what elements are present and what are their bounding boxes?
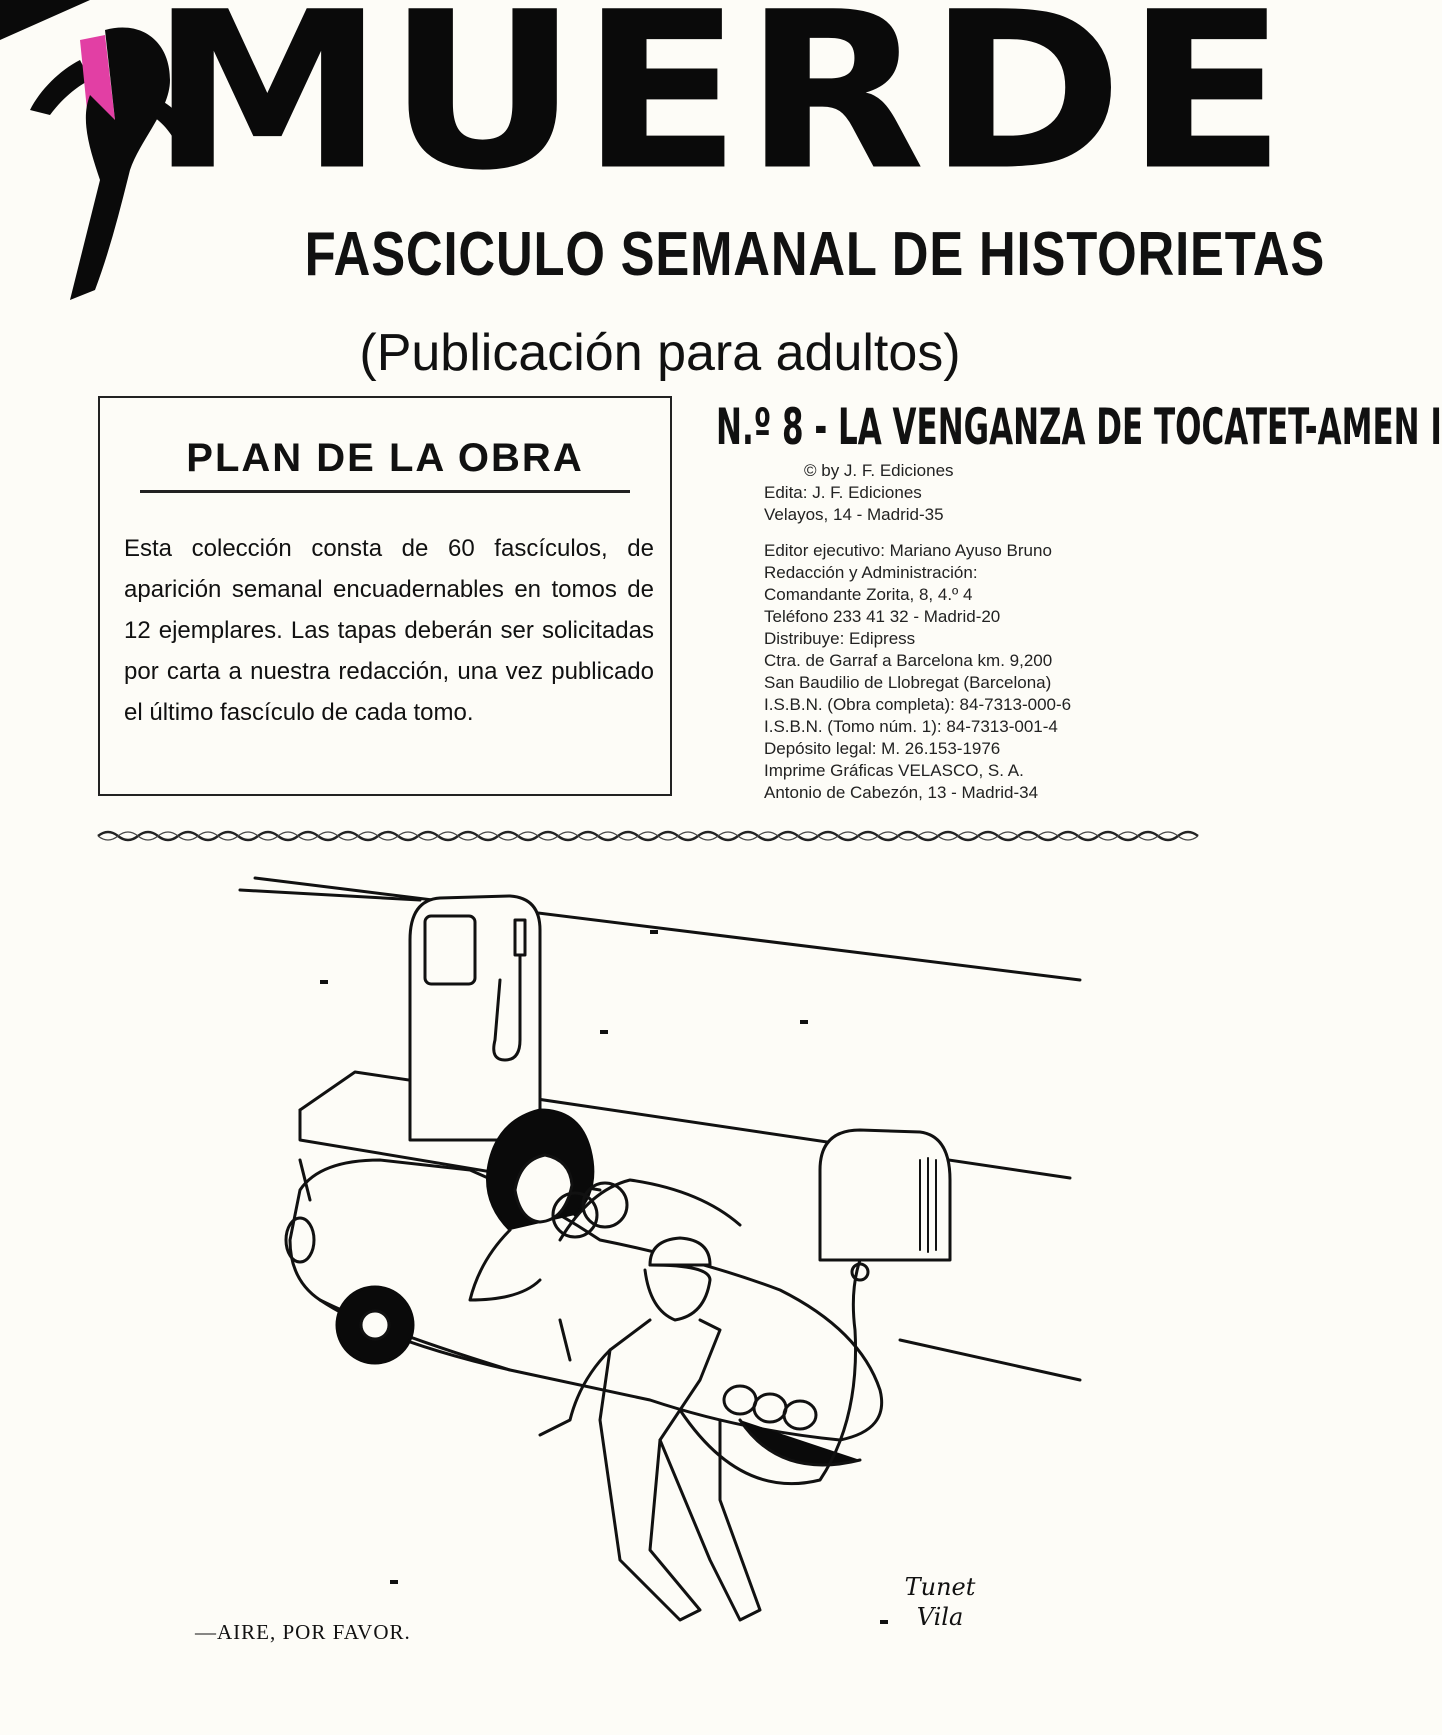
- edita-line: Edita: J. F. Ediciones: [764, 483, 922, 502]
- credit-line: Imprime Gráficas VELASCO, S. A.: [764, 761, 1024, 780]
- masthead-subtitle: FASCICULO SEMANAL DE HISTORIETAS: [304, 220, 1326, 289]
- credit-line: Teléfono 233 41 32 - Madrid-20: [764, 607, 1001, 626]
- issue-title: N.º 8 - LA VENGANZA DE TOCATET-AMEN I: [716, 398, 1442, 456]
- artist-signature: [880, 1572, 1000, 1642]
- credit-line: Depósito legal: M. 26.153-1976: [764, 739, 1001, 758]
- plan-box: [98, 396, 672, 796]
- ornamental-divider: [98, 828, 1198, 844]
- credit-line: I.S.B.N. (Tomo núm. 1): 84-7313-001-4: [764, 717, 1058, 736]
- credit-line: San Baudilio de Llobregat (Barcelona): [764, 673, 1052, 692]
- credit-line: Comandante Zorita, 8, 4.º 4: [764, 585, 973, 604]
- credit-line: Redacción y Administración:: [764, 563, 978, 582]
- plan-text: Esta colección consta de 60 fascículos, de aparición semanal encuadernables en tomos de 12 ejemplares. Las tapas deberán ser solicitadas por carta a nuestra redacción, una vez publicado el último fascículo de cada tomo.: [124, 535, 654, 726]
- copyright-line: © by J. F. Ediciones: [804, 461, 954, 480]
- credit-line: Distribuye: Edipress: [764, 629, 916, 648]
- signature-line: Tunet: [904, 1573, 976, 1601]
- cartoon-caption: —AIRE, POR FAVOR.: [195, 1620, 411, 1644]
- address-line: Velayos, 14 - Madrid-35: [764, 505, 944, 524]
- credit-line: I.S.B.N. (Obra completa): 84-7313-000-6: [764, 695, 1072, 714]
- plan-title: PLAN DE LA OBRA: [140, 426, 630, 493]
- masthead-tagline: (Publicación para adultos): [359, 324, 961, 382]
- credit-line: Ctra. de Garraf a Barcelona km. 9,200: [764, 651, 1053, 670]
- credit-line: Antonio de Cabezón, 13 - Madrid-34: [764, 783, 1039, 802]
- magazine-logo: MUERDE: [150, 0, 1289, 219]
- imprint-block: [764, 460, 1264, 804]
- gas-station-cartoon: [180, 860, 1100, 1680]
- credit-line: Editor ejecutivo: Mariano Ayuso Bruno: [764, 541, 1052, 560]
- signature-line: Vila: [916, 1603, 964, 1631]
